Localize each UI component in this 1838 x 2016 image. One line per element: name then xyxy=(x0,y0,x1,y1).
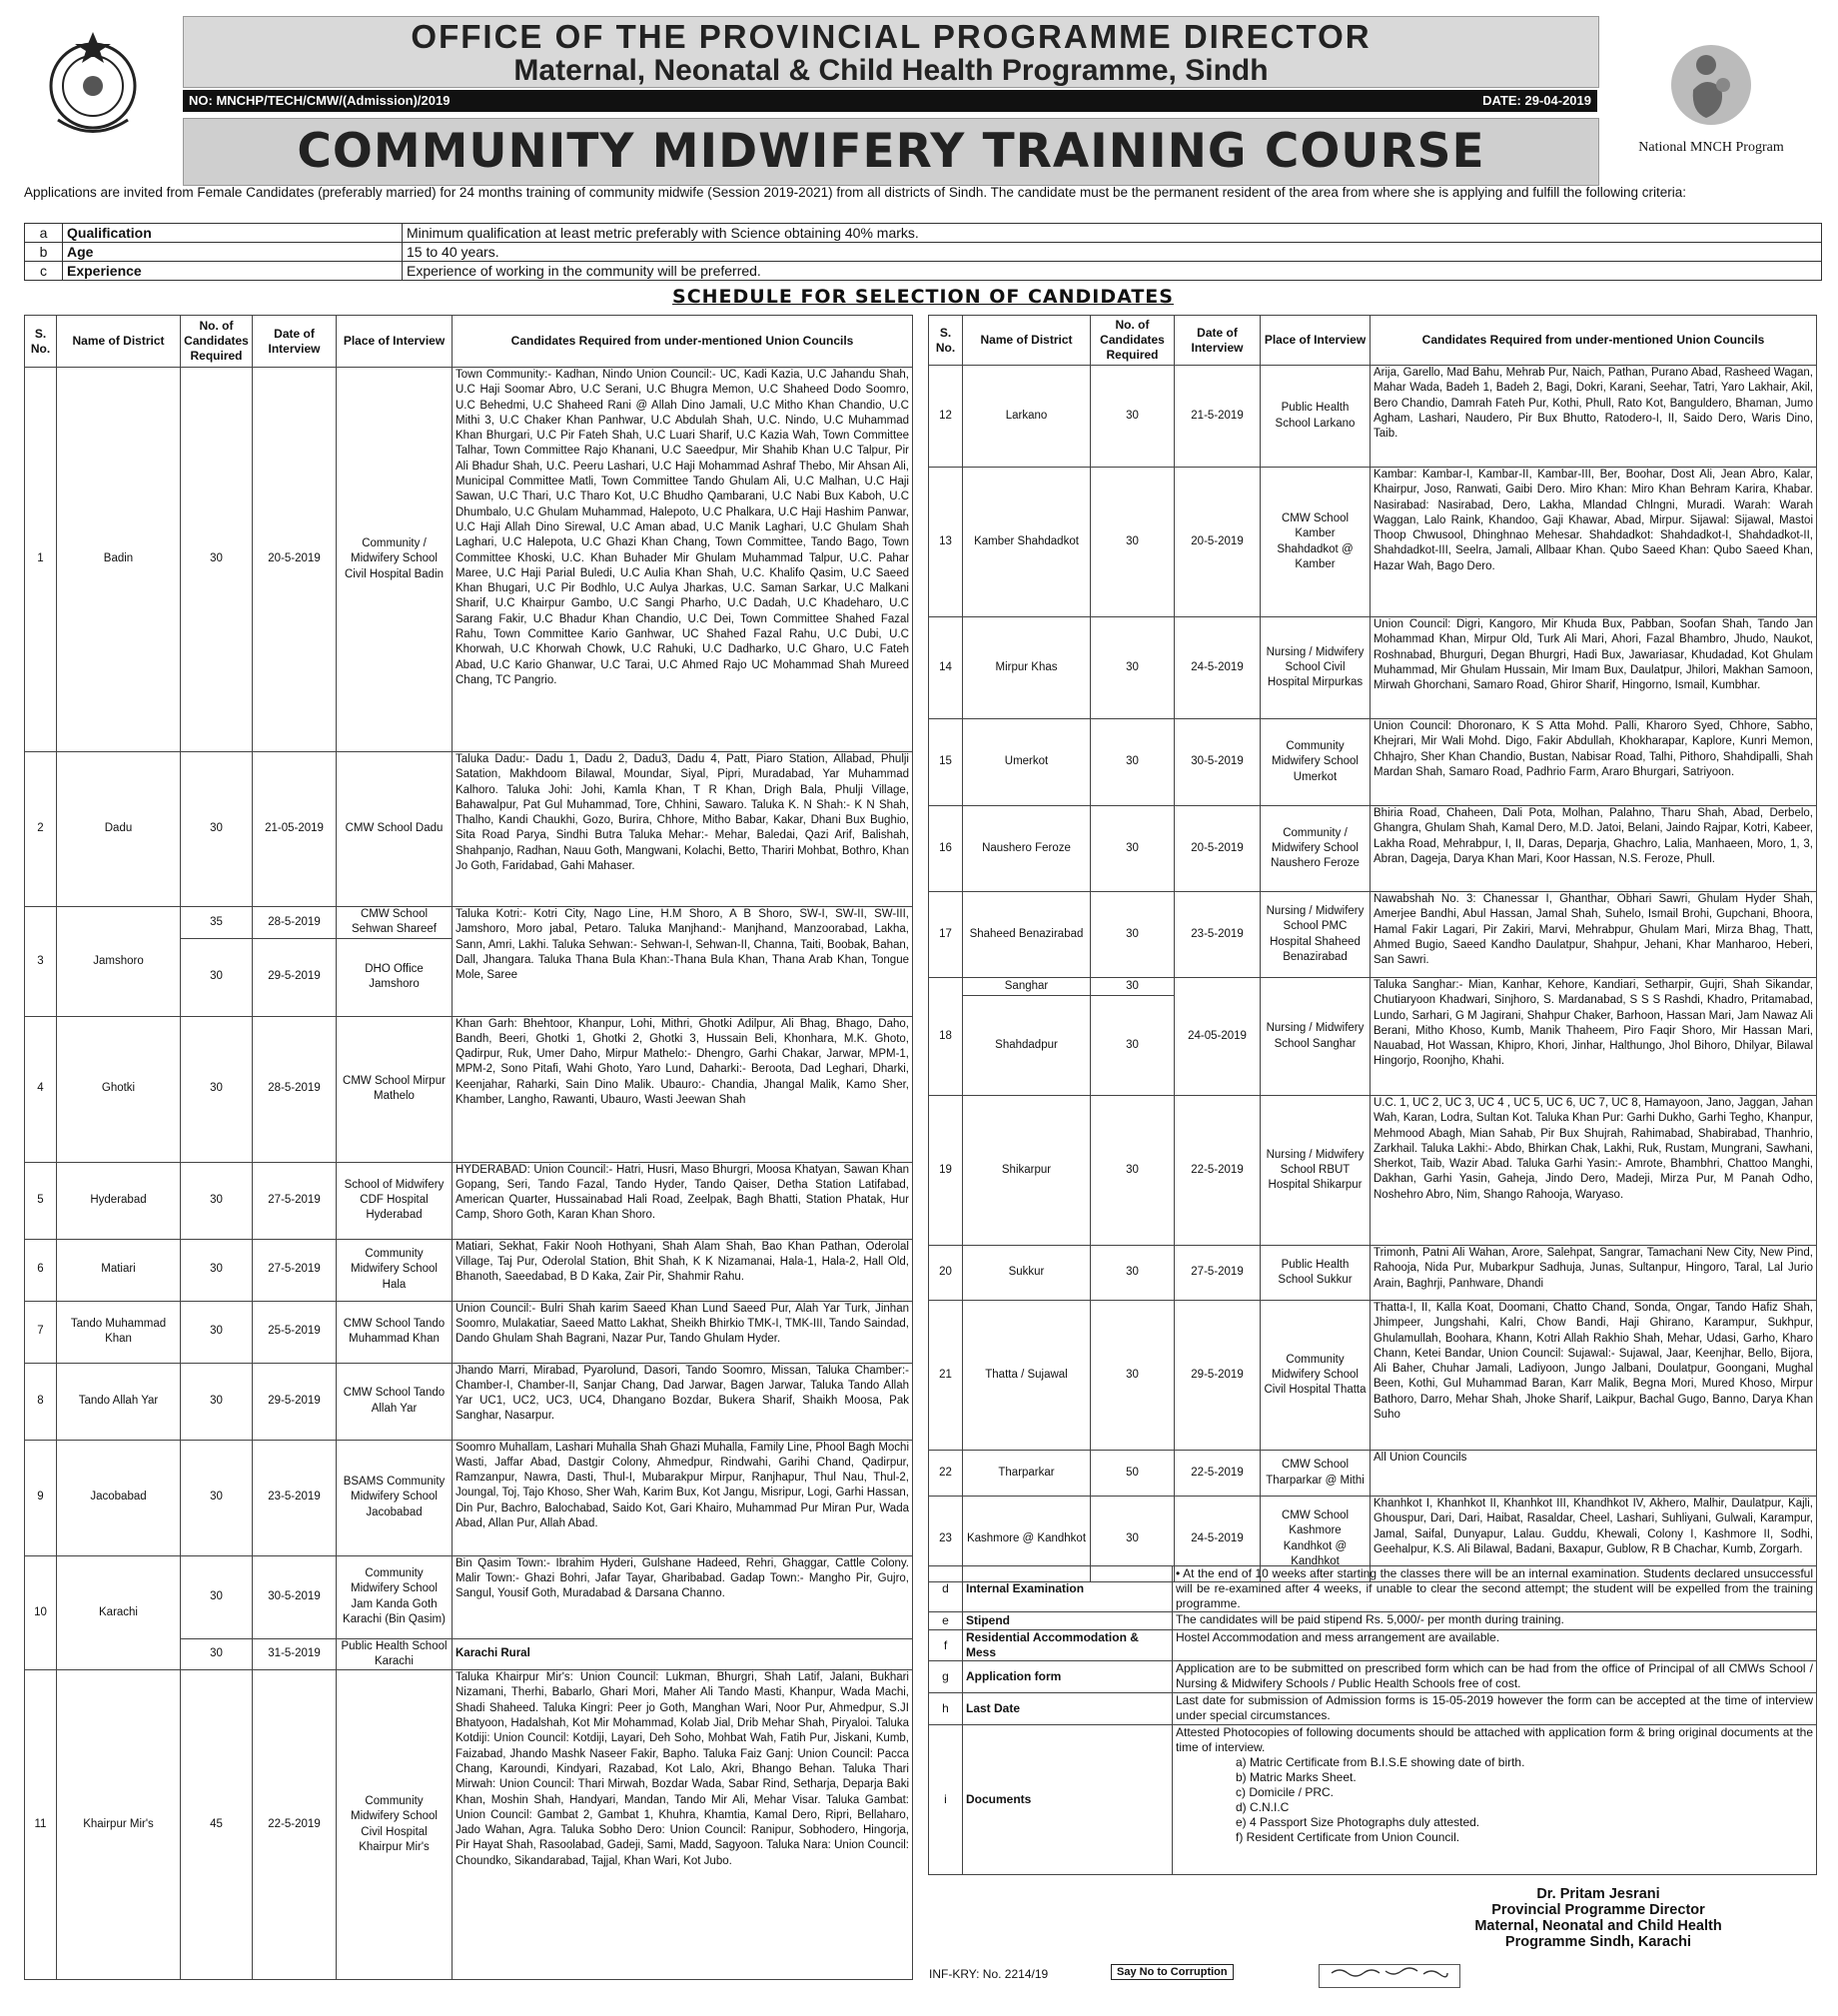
col-sno: S. No. xyxy=(929,316,963,366)
term-key: f xyxy=(929,1630,963,1661)
criteria-value: 15 to 40 years. xyxy=(403,243,1822,262)
table-row xyxy=(25,1440,913,1555)
row-candidates: 50 xyxy=(1091,1451,1175,1497)
programme-title: Maternal, Neonatal & Child Health Programme, Sindh xyxy=(513,54,1269,87)
term-key: h xyxy=(929,1693,963,1725)
row-candidates: 30 xyxy=(1091,978,1175,996)
row-date: 28-5-2019 xyxy=(253,1016,337,1162)
col-uc: Candidates Required from under-mentioned Union Councils xyxy=(1371,316,1817,366)
document-item: c) Domicile / PRC. xyxy=(1236,1785,1335,1799)
row-place: Community / Midwifery School Naushero Feroze xyxy=(1261,806,1371,892)
row-sno: 5 xyxy=(25,1162,57,1239)
row-union-councils: Khanhkot I, Khanhkot II, Khanhkot III, Khandhkot IV, Akhero, Malhir, Daulatpur, Kajli, Ghouspur, Dari, Dari, Haibat, Rasaldar, Cheel, Lashari, Suhliyani, Gulwali, Karampur, Jamal, Saifal, Dunyapur, Lalau. Guddu, Khewali, Colony I, Kashmore II, Sodhi, Geehalpur, K.S. Ali Bilawal, Badani, Baxapur, Gublow, R B Chachar, Kumb, Zorgarh. xyxy=(1371,1497,1817,1582)
table-row xyxy=(25,1555,913,1638)
row-district: Sanghar xyxy=(963,978,1091,996)
criteria-key: c xyxy=(25,262,63,281)
row-sno: 7 xyxy=(25,1301,57,1363)
table-row xyxy=(929,1246,1817,1301)
col-date: Date of Interview xyxy=(1175,316,1261,366)
row-sno: 22 xyxy=(929,1451,963,1497)
urdu-script-icon xyxy=(1330,1965,1449,1979)
row-candidates: 30 xyxy=(1091,1497,1175,1582)
row-candidates: 30 xyxy=(181,1301,253,1363)
row-sno: 1 xyxy=(25,368,57,752)
logo-caption: National MNCH Program xyxy=(1638,140,1784,155)
row-place: Community Midwifery School Civil Hospital Khairpur Mir's xyxy=(337,1670,453,1980)
row-candidates: 30 xyxy=(181,1440,253,1555)
row-candidates: 30 xyxy=(1091,996,1175,1096)
table-row xyxy=(929,1661,1817,1693)
criteria-row xyxy=(25,262,1822,281)
row-district: Shikarpur xyxy=(963,1096,1091,1246)
row-place: DHO Office Jamshoro xyxy=(337,938,453,1016)
row-union-councils: Union Council: Digri, Kangoro, Mir Khuda Bux, Pabban, Soofan Shah, Tando Jan Mohammad Khan, Mirpur Old, Turk Ali Mari, Ahori, Fazal Bhambro, Jhudo, Naukot, Roshnabad, Bhurguri, Degan Bhurgri, Hadi Bux, Jawariasar, Khudadad, Kot Ghulam Muhammad, Mir Ghulam Hussain, Mir Imam Bux, Daulatpur, Jhilori, Makhan Samoon, Mirwah Ghorchani, Samaro Road, Ghiror Sharif, Hingorno, Ismail, Kumbhar. xyxy=(1371,617,1817,719)
criteria-label: Qualification xyxy=(63,224,403,243)
notice-date: DATE: 29-04-2019 xyxy=(1482,93,1591,108)
row-district: Naushero Feroze xyxy=(963,806,1091,892)
row-district: Mirpur Khas xyxy=(963,617,1091,719)
row-sno: 16 xyxy=(929,806,963,892)
col-district: Name of District xyxy=(963,316,1091,366)
row-sno: 15 xyxy=(929,719,963,806)
row-sno: 2 xyxy=(25,752,57,907)
row-union-councils: Union Council: Dhoronaro, K S Atta Mohd. Palli, Kharoro Syed, Chhore, Sabho, Khejrari, Mir Wali Mohd. Digo, Fakir Abdullah, Khokharapar, Kaplore, Kunri Memon, Chhajro, Sher Khan Chandio, Bustan, Nabisar Road, Talhi, Pithoro, Shahdipalli, Shah Mardan Shah, Samaro Road, Padhrio Farm, Araro Bhurgari, Satriyoon. xyxy=(1371,719,1817,806)
document-item: e) 4 Passport Size Photographs duly attested. xyxy=(1236,1815,1480,1829)
row-district: Kashmore @ Kandhkot xyxy=(963,1497,1091,1582)
row-candidates: 30 xyxy=(181,1162,253,1239)
row-district: Karachi xyxy=(57,1555,181,1670)
table-row xyxy=(929,978,1817,996)
office-header xyxy=(183,16,1599,88)
row-sno: 6 xyxy=(25,1239,57,1301)
row-place: CMW School Kashmore Kandhkot @ Kandhkot xyxy=(1261,1497,1371,1582)
row-union-councils: U.C. 1, UC 2, UC 3, UC 4 , UC 5, UC 6, UC 7, UC 8, Hamayoon, Jano, Jaggan, Jahan Wah, Karan, Lodra, Sultan Kot. Taluka Khan Pur: Garhi Dukho, Garhi Tegho, Khanpur, Mehmood Abagh, Mian Sahab, Pir Bux Shujrah, Rahimabad, Shabirabad, Thanhrio, Zarkhail. Taluka Lakhi:- Abdo, Bhirkan Chak, Lakhi, Ruk, Rustam, Mungrani, Sawhani, Sherkot, Taib, Wazir Abad. Taluka Garhi Yasin:- Amrote, Bhambhri, Chattoo Manghi, Dakhan, Garhi Yasin, Gaheja, Jindo Dero, Madeji, Mirza Pur, M Panah Odho, Noshehro Abro, Nim, Shango Rahooja, Waryaso. xyxy=(1371,1096,1817,1246)
row-place: Nursing / Midwifery School PMC Hospital Shaheed Benazirabad xyxy=(1261,892,1371,978)
row-place: Public Health School Karachi xyxy=(337,1638,453,1670)
row-candidates: 30 xyxy=(181,938,253,1016)
term-key: i xyxy=(929,1725,963,1875)
row-sno: 20 xyxy=(929,1246,963,1301)
term-value: • At the end of 10 weeks after starting the classes there will be an internal examination. Students declared unsuccessful will be re-examined after 4 weeks, if unable to clear the second attempt; the student will be expelled from the training programme. xyxy=(1173,1566,1817,1612)
table-header-row xyxy=(929,316,1817,366)
national-mnch-program-logo xyxy=(1606,30,1816,160)
row-union-councils: Trimonh, Patni Ali Wahan, Arore, Salehpat, Sangrar, Tamachani New City, New Pind, Rahooja, Nida Pur, Mubarkpur Sadhuja, Junas, Sultanpur, Hingoro, Taral, Lal Jurio Arain, Baghrji, Panhware, Dhandi xyxy=(1371,1246,1817,1301)
table-row xyxy=(25,368,913,752)
table-row xyxy=(25,1301,913,1363)
table-row xyxy=(25,1239,913,1301)
reference-number: NO: MNCHP/TECH/CMW/(Admission)/2019 xyxy=(189,93,451,108)
table-row xyxy=(25,1016,913,1162)
criteria-row xyxy=(25,243,1822,262)
row-district: Ghotki xyxy=(57,1016,181,1162)
row-candidates: 30 xyxy=(1091,1301,1175,1451)
row-district: Thatta / Sujawal xyxy=(963,1301,1091,1451)
col-num: No. of Candidates Required xyxy=(181,316,253,368)
documents-intro: Attested Photocopies of following documents should be attached with application form & bring original documents at the time of interview. xyxy=(1176,1725,1813,1754)
row-candidates: 30 xyxy=(1091,366,1175,468)
signatory-title: Provincial Programme Director xyxy=(1491,1902,1705,1918)
row-union-councils: Taluka Sanghar:- Mian, Kanhar, Kehore, Kandiari, Setharpir, Gujri, Shah Sikandar, Chutiaryoon Khadwari, Sinjhoro, S. Mardanabad, S S S Rashdi, Khadro, Pritamabad, Lundo, Sarhari, G M Jagirani, Shahpur Chaker, Barhoon, Hassan Mari, Jam Nawaz Ali Berani, Mitho Khoso, Kumb, Manik Thaheem, Piro Faqir Shoro, Mir Hassan Mari, Nauabad, Hot Wassan, Khipro, Khori, Jinhar, Halthungo, Jhol Bihoro, Dhilyar, Bilawal Hingorjo, Roonjho, Khahi. xyxy=(1371,978,1817,1096)
row-candidates: 30 xyxy=(181,1363,253,1440)
schedule-title: SCHEDULE FOR SELECTION OF CANDIDATES xyxy=(672,286,1174,308)
row-union-councils: Taluka Khairpur Mir's: Union Council: Lukman, Bhurgri, Shah Latif, Jalani, Bukhari Nizamani, Therhi, Babarlo, Ghari Mori, Maher Ali Tando Masti, Khanpur, Wada Machi, Shadi Shaheed. Taluka Kingri: Peer jo Goth, Manghan Wari, Noor Pur, Ahmedpur, S.JI Bhatyoon, Hadalshah, Kot Mir Mohammad, Kolab Jial, Drib Mehar Shah, Piryaloi. Taluka Kotdiji: Union Council: Kotdiji, Layari, Deh Soho, Mohbat Wah, Fatih Pur, Jiskani, Kumb, Faizabad, Jhando Mashk Naseer Fakir, Bapho. Taluka Faiz Ganj: Union Council: Pacca Chang, Karoundi, Kindyari, Razabad, Kot Lalo, Akri, Bhango Behan. Taluka Thari Mirwah: Union Council: Thari Mirwah, Bozdar Wada, Sabar Rind, Setharja, Deparja Baki Khan, Moshin Shah, Handyari, Mandan, Tando Mir Ali, Mehar Visar. Taluka Gambat: Union Council: Gambat 2, Gambat 1, Khuhra, Khamtia, Kamal Dero, Ripri, Bellaharo, Jado Wahan, Agra. Taluka Sobho Dero: Union Council: Ranipur, Sobhodero, Hingorja, Pir Hayat Shah, Rasoolabad, Gadeji, Sami, Madd, Sagyoon. Taluka Nara: Union Council: Choundko, Sikandarabad, Tajjal, Khan Wari, Kot Jubo. xyxy=(453,1670,913,1980)
term-label: Internal Examination xyxy=(963,1566,1173,1612)
row-place: School of Midwifery CDF Hospital Hyderabad xyxy=(337,1162,453,1239)
table-row xyxy=(929,1630,1817,1661)
row-sno: 18 xyxy=(929,978,963,1096)
term-label: Last Date xyxy=(963,1693,1173,1725)
row-place: CMW School Mirpur Mathelo xyxy=(337,1016,453,1162)
table-row xyxy=(929,1301,1817,1451)
row-sno: 13 xyxy=(929,468,963,617)
row-union-councils: Town Community:- Kadhan, Nindo Union Council:- UC, Kadi Kazia, U.C Jahandu Shah, U.C Haji Soomar Abro, U.C Serani, U.C Bhugra Memon, U.C Shaheed Dodo Soomro, U.C Behedmi, U.C Shaheed Rani @ Allah Dino Jamali, U.C Mitho Khan Chandio, U.C Mithi 3, U.C Chaker Khan Panhwar, U.C Abdulah Shah, U.C. Nindo, U.C Muhammad Khan Bhurgari, U.C Pir Fateh Shah, U.C Luari Sharif, U.C Kazia Wah, Town Committee Talhar, Town Committee Rajo Khanani, U.C Saeedpur, Mir Shahib Khan U.C Talpur, Pir Ali Bhadur Shah, U.C. Peeru Lashari, U.C Haji Mohammad Ashraf Thebo, Mir Ahsan Ali, Municipal Committee Matli, Town Committee Tando Ghulam Ali, U.C Malhan, U.C Haji Sawan, U.C Thari, U.C Tharo Kot, U.C Bhudho Qambarani, U.C Nabi Bux Kaboh, U.C Dhumbalo, U.C Ghulam Muhammad, Halepoto, U.C Phalkara, U.C Haji Hashim Panwar, U.C Haji Allah Dino Sirewal, U.C Aman abad, U.C Manik Laghari, U.C Ghulam Shah Laghari, U.C Halepota, U.C Ghazi Khan Chang, Town Committee, Tando Bago, Town Committee Khoski, U.C. Khan Buhader Mir Ghulam Muhammad Talpur, U.C. Pahar Maree, U.C Haji Parial Buledi, U.C Aulia Khan Shah, U.C. Khalifo Qasim, U.C Saeed Khan Bhugari, U.C Pir Bodhlo, U.C Aulya Jharkas, U.C. Saman Sarkar, U.C Malkani Sharif, U.C Khairpur Gambo, U.C Sangi Pharho, U.C Dadah, U.C Khadeharo, U.C Sarang Fakir, U.C Bhadur Khan Chandio, U.C Dei, Town Committee Shahed Fazal Rahu, Town Committee Kario Ganhwar, UC Shahed Fazal Rahu, U.C Dubi, U.C Khorwah, U.C Khorwah Chowk, U.C Rahuki, U.C Dadharko, U.C Gharo, U.C Fateh Abad, U.C Kario Ghanwar, U.C Tarai, U.C Ahmed Rajo UC Mohammad Shah Mureed Chang, TC Pangrio. xyxy=(453,368,913,752)
row-union-councils: Union Council:- Bulri Shah karim Saeed Khan Lund Saeed Pur, Alah Yar Turk, Jinhan Soomro, Mulakatiar, Saeed Matto Lakhat, Sheikh Bhirkio TMK-I, TMK-III, Tando Saindad, Dando Ghulam Shah Bagrani, Nazar Pur, Tando Ghulam Hyder. xyxy=(453,1301,913,1363)
criteria-table xyxy=(24,223,1822,281)
row-date: 29-5-2019 xyxy=(1175,1301,1261,1451)
row-candidates: 30 xyxy=(181,368,253,752)
row-sno: 4 xyxy=(25,1016,57,1162)
row-district: Tando Muhammad Khan xyxy=(57,1301,181,1363)
row-district: Umerkot xyxy=(963,719,1091,806)
term-value: Hostel Accommodation and mess arrangement are available. xyxy=(1173,1630,1817,1661)
row-place: Nursing / Midwifery School Sanghar xyxy=(1261,978,1371,1096)
mother-child-icon xyxy=(1651,30,1771,135)
row-union-councils: HYDERABAD: Union Council:- Hatri, Husri, Maso Bhurgri, Moosa Khatyan, Sawan Khan Gopang, Seri, Tando Fazal, Tando Hyder, Tando Qaiser, Detha Station Latifabad, American Quarter, Hussainabad Hali Road, Zeelpak, Bagh Bhatti, Station Phatak, Hur Camp, Shoro Goth, Karan Khan Shoro. xyxy=(453,1162,913,1239)
row-union-councils: Taluka Kotri:- Kotri City, Nago Line, H.M Shoro, A B Shoro, SW-I, SW-II, SW-III, Jamshoro, Moro jabal, Petaro. Taluka Manjhand:- Manjhand, Manzoorabad, Lakha, Sann, Amri, Lakhi. Taluka Sehwan:- Sehwan-I, Sehwan-II, Channa, Taiti, Boobak, Bahan, Dall, Jhangara. Taluka Thana Bula Khan:-Thana Bula Khan, Thana Arab Khan, Tongue Mole, Saree xyxy=(453,907,913,1017)
row-date: 21-05-2019 xyxy=(253,752,337,907)
row-candidates: 30 xyxy=(181,1016,253,1162)
row-date: 28-5-2019 xyxy=(253,907,337,939)
row-sno: 23 xyxy=(929,1497,963,1582)
col-sno: S. No. xyxy=(25,316,57,368)
table-row xyxy=(929,366,1817,468)
schedule-table-left xyxy=(24,315,913,1980)
document-item: b) Matric Marks Sheet. xyxy=(1236,1770,1357,1784)
row-candidates: 30 xyxy=(1091,719,1175,806)
term-label: Residential Accommodation & Mess xyxy=(963,1630,1173,1661)
table-row xyxy=(929,806,1817,892)
row-district: Shaheed Benazirabad xyxy=(963,892,1091,978)
row-sno: 19 xyxy=(929,1096,963,1246)
row-sno: 3 xyxy=(25,907,57,1017)
row-district: Larkano xyxy=(963,366,1091,468)
row-candidates: 45 xyxy=(181,1670,253,1980)
reference-bar xyxy=(183,90,1597,112)
table-row xyxy=(25,1162,913,1239)
intro-paragraph: Applications are invited from Female Candidates (preferably married) for 24 months training of community midwife (Session 2019-2021) from all districts of Sindh. The candidate must be the permanent resident of the area from where she is applying and fulfill the following criteria: xyxy=(24,185,1687,200)
row-date: 30-5-2019 xyxy=(253,1555,337,1638)
row-date: 29-5-2019 xyxy=(253,1363,337,1440)
row-sno: 9 xyxy=(25,1440,57,1555)
row-sno: 21 xyxy=(929,1301,963,1451)
table-row xyxy=(929,1693,1817,1725)
table-row xyxy=(929,1451,1817,1497)
table-header-row xyxy=(25,316,913,368)
documents-list xyxy=(1173,1725,1817,1875)
document-item: f) Resident Certificate from Union Council. xyxy=(1236,1830,1460,1844)
table-row xyxy=(929,617,1817,719)
row-place: Nursing / Midwifery School Civil Hospital Mirpurkas xyxy=(1261,617,1371,719)
row-date: 27-5-2019 xyxy=(1175,1246,1261,1301)
office-title: OFFICE OF THE PROVINCIAL PROGRAMME DIRECTOR xyxy=(411,18,1372,55)
row-union-councils: Kambar: Kambar-I, Kambar-II, Kambar-III, Ber, Boohar, Dost Ali, Jean Abro, Kalar, Khairpur, Joso, Ranwati, Gaibi Dero. Miro Khan: Miro Khan Behram Karira, Khabar. Nasirabad: Nasirabad, Dero, Lakha, Mlandad Chlngni, Muradi. Warah: Warah Waggan, Lalo Raink, Khandoo, Gaji Khawar, Abad, Mirpur. Sijawal: Sijawal, Mastoi Thoop Chwusool, Dhinghnao Mehesar. Shahdadkot: Shahdadkot-I, Shahdadkot-II, Shahdadkot-III, Seelra, Jamali, Allbaar Khan. Qubo Saeed Khan: Qubo Saeed Khan, Hazar Wah, Bago Dero. xyxy=(1371,468,1817,617)
row-district: Jamshoro xyxy=(57,907,181,1017)
row-candidates: 30 xyxy=(1091,617,1175,719)
criteria-label: Experience xyxy=(63,262,403,281)
col-district: Name of District xyxy=(57,316,181,368)
row-date: 20-5-2019 xyxy=(253,368,337,752)
row-district: Tando Allah Yar xyxy=(57,1363,181,1440)
row-sno: 11 xyxy=(25,1670,57,1980)
row-place: Community Midwifery School Civil Hospital Thatta xyxy=(1261,1301,1371,1451)
row-date: 24-5-2019 xyxy=(1175,1497,1261,1582)
row-place: CMW School Tando Muhammad Khan xyxy=(337,1301,453,1363)
table-row xyxy=(929,719,1817,806)
row-sno: 10 xyxy=(25,1555,57,1670)
row-district: Jacobabad xyxy=(57,1440,181,1555)
row-union-councils: Arija, Garello, Mad Bahu, Mehrab Pur, Naich, Pathan, Purano Abad, Rasheed Wagan, Mahar Wada, Badeh 1, Badeh 2, Bagi, Dokri, Karani, Seehar, Tatri, Yaro Lakhair, Akil, Bero Chandio, Damrah Fateh Pur, Kothi, Phull, Rato Kot, Banguldero, Bhaman, Jumo Agham, Lashari, Naudero, Pir Bux Bhutto, Ratodero-I, II, Saido Dero, Waris Dino, Taib. xyxy=(1371,366,1817,468)
row-date: 20-5-2019 xyxy=(1175,806,1261,892)
row-date: 23-5-2019 xyxy=(1175,892,1261,978)
row-candidates: 30 xyxy=(1091,806,1175,892)
col-num: No. of Candidates Required xyxy=(1091,316,1175,366)
row-place: Community / Midwifery School Civil Hospital Badin xyxy=(337,368,453,752)
term-label: Stipend xyxy=(963,1612,1173,1630)
row-date: 25-5-2019 xyxy=(253,1301,337,1363)
row-date: 24-5-2019 xyxy=(1175,617,1261,719)
row-union-councils: Khan Garh: Bhehtoor, Khanpur, Lohi, Mithri, Ghotki Adilpur, Ali Bhag, Bhago, Daho, Bandh, Beeri, Ghotki 1, Ghotki 2, Ghotki 3, Hussain Beli, Khonhara, M.K. Ghoto, Qadirpur, Ruk, Umer Daho, Mirpur Mathelo:- Dhengro, Garhi Chakar, Jarwar, MPM-1, MPM-2, Sono Pitafi, Wahi Ghoto, Yaro Lund, Daharki:- Beroota, Dad Leghari, Dharki, Keenjahar, Raharki, Sain Dino Malik. Ubauro:- Chandia, Jhangal Malik, Kamo Sher, Khamber, Langho, Rawanti, Ubauro, Wasti Jeewan Shah xyxy=(453,1016,913,1162)
table-row xyxy=(929,1612,1817,1630)
row-candidates: 30 xyxy=(1091,1246,1175,1301)
row-sno: 8 xyxy=(25,1363,57,1440)
col-place: Place of Interview xyxy=(1261,316,1371,366)
row-date: 20-5-2019 xyxy=(1175,468,1261,617)
row-sno: 14 xyxy=(929,617,963,719)
row-date: 23-5-2019 xyxy=(253,1440,337,1555)
term-key: d xyxy=(929,1566,963,1612)
row-date: 24-05-2019 xyxy=(1175,978,1261,1096)
row-district: Dadu xyxy=(57,752,181,907)
row-date: 22-5-2019 xyxy=(1175,1096,1261,1246)
criteria-value: Experience of working in the community will be preferred. xyxy=(403,262,1822,281)
document-item: d) C.N.I.C xyxy=(1236,1800,1290,1814)
criteria-value: Minimum qualification at least metric preferably with Science obtaining 40% marks. xyxy=(403,224,1822,243)
table-row xyxy=(25,1670,913,1980)
inf-number: INF-KRY: No. 2214/19 xyxy=(929,1967,1049,1981)
table-row xyxy=(929,1725,1817,1875)
row-place: Community Midwifery School Hala xyxy=(337,1239,453,1301)
row-place: CMW School Kamber Shahdadkot @ Kamber xyxy=(1261,468,1371,617)
table-row xyxy=(929,468,1817,617)
row-candidates: 30 xyxy=(181,1638,253,1670)
row-place: Public Health School Sukkur xyxy=(1261,1246,1371,1301)
government-of-sindh-logo-icon xyxy=(38,28,148,138)
term-value: Application are to be submitted on prescribed form which can be had from the office of Principal of all CMWs School / Nursing & Midwifery Schools / Public Health Schools free of cost. xyxy=(1173,1661,1817,1693)
table-row xyxy=(25,752,913,907)
row-union-councils: Taluka Dadu:- Dadu 1, Dadu 2, Dadu3, Dadu 4, Patt, Piaro Station, Allabad, Phulji Satation, Makhdoom Bilawal, Moundar, Siyal, Pipri, Muradabad, Yar Muhammad Kalhoro. Taluka Johi: Johi, Kamla Khan, T R Khan, Drigh Bala, Phulji Village, Bahawalpur, Pat Gul Muhammad, Tore, Chhini, Sawaro. Taluka K. N Shah:- K N Shah, Thalho, Kandi Chaukhi, Gozo, Burira, Chhore, Mitho Babar, Kakar, Dhani Bux Bughio, Sita Road Parya, Sindhi Butra Taluka Mehar:- Mehar, Baledai, Qazi Arif, Balishah, Shahpanjo, Radhan, Nauu Goth, Mangwani, Kolachi, Betto, Thariri Mohbat, Bothro, Khan Jo Goth, Faridabad, Gahi Mahaser. xyxy=(453,752,913,907)
row-candidates: 30 xyxy=(181,1555,253,1638)
criteria-key: a xyxy=(25,224,63,243)
row-date: 30-5-2019 xyxy=(1175,719,1261,806)
row-date: 22-5-2019 xyxy=(1175,1451,1261,1497)
course-title: COMMUNITY MIDWIFERY TRAINING COURSE xyxy=(183,118,1599,186)
row-district: Matiari xyxy=(57,1239,181,1301)
row-place: Public Health School Larkano xyxy=(1261,366,1371,468)
urdu-slogan-stamp xyxy=(1319,1964,1460,1988)
row-sno: 17 xyxy=(929,892,963,978)
row-union-councils: All Union Councils xyxy=(1371,1451,1817,1497)
row-place: Community Midwifery School Umerkot xyxy=(1261,719,1371,806)
row-union-councils: Bhiria Road, Chaheen, Dali Pota, Molhan, Palahno, Tharu Shah, Abad, Derbelo, Ghangra, Ghulam Shah, Kamal Dero, M.D. Jatoi, Belani, Jaindo Rajpar, Kotri, Kabeer, Lakha Road, Mehrabpur, I, II, Daras, Deparja, Ghachro, Lalia, Manhaeen, Moro, 1, 3, Abran, Dageja, Darya Khan Mari, Koor Hassan, N.S. Feroze, Phull. xyxy=(1371,806,1817,892)
row-place: BSAMS Community Midwifery School Jacobabad xyxy=(337,1440,453,1555)
schedule-table-right xyxy=(928,315,1817,1582)
row-district: Khairpur Mir's xyxy=(57,1670,181,1980)
term-key: e xyxy=(929,1612,963,1630)
signatory-location: Programme Sindh, Karachi xyxy=(1504,1934,1692,1950)
row-place: Community Midwifery School Jam Kanda Goth Karachi (Bin Qasim) xyxy=(337,1555,453,1638)
table-row xyxy=(25,907,913,939)
row-place: CMW School Tando Allah Yar xyxy=(337,1363,453,1440)
row-place: CMW School Sehwan Shareef xyxy=(337,907,453,939)
row-candidates: 30 xyxy=(181,752,253,907)
row-date: 31-5-2019 xyxy=(253,1638,337,1670)
row-candidates: 30 xyxy=(1091,1096,1175,1246)
row-union-councils: Thatta-I, II, Kalla Koat, Doomani, Chatto Chand, Sonda, Ongar, Tando Hafiz Shah, Jhimpeer, Jungshahi, Kalri, Chow Bandi, Haji Ghirano, Karampur, Sukhpur, Ghulamullah, Boohara, Khann, Kotri Allah Rakhio Shah, Mehar, Udasi, Garho, Kharo Chann, Ketei Bandar, Union Council: Sujawal:- Sujawal, Jaar, Keenjhar, Bello, Bijora, Ali Baher, Chuhar Jamali, Ladiyoon, Jungo Jalbani, Doulatpur, Goongani, Mughal Been, Kothi, Gul Muhammad Baran, Karr Malik, Begna Mori, Mured Khoso, Mirpur Bathoro, Darro, Mehar Shah, Jhoke Sharif, Laikpur, Bachal Gugo, Banno, Darya Khan Suho xyxy=(1371,1301,1817,1451)
table-row xyxy=(929,892,1817,978)
row-candidates: 35 xyxy=(181,907,253,939)
row-date: 22-5-2019 xyxy=(253,1670,337,1980)
criteria-row xyxy=(25,224,1822,243)
row-union-councils: Karachi Rural xyxy=(453,1638,913,1670)
row-union-councils: Jhando Marri, Mirabad, Pyarolund, Dasori, Tando Soomro, Missan, Taluka Chamber:- Chamber-I, Chamber-II, Sanjar Chang, Dad Jarwar, Bagen Jarwar, Taluka Tando Allah Yar UC1, UC2, UC3, UC4, Dhangano Bozdar, Bukera Sharif, Shaikh Moosa, Pak Sanghar, Nasarpur. xyxy=(453,1363,913,1440)
row-date: 29-5-2019 xyxy=(253,938,337,1016)
row-candidates: 30 xyxy=(181,1239,253,1301)
col-date: Date of Interview xyxy=(253,316,337,368)
row-place: CMW School Tharparkar @ Mithi xyxy=(1261,1451,1371,1497)
row-place: Nursing / Midwifery School RBUT Hospital Shikarpur xyxy=(1261,1096,1371,1246)
row-candidates: 30 xyxy=(1091,468,1175,617)
term-value: The candidates will be paid stipend Rs. 5,000/- per month during training. xyxy=(1173,1612,1817,1630)
row-union-councils: Matiari, Sekhat, Fakir Nooh Hothyani, Shah Alam Shah, Bao Khan Pathan, Oderolal Village, Taj Pur, Oderolal Station, Bhit Shah, K K Nizamanai, Hala-1, Hala-2, Hall Old, Bhanoth, Saeedabad, B D Kaka, Zair Pir, Shahmir Rahu. xyxy=(453,1239,913,1301)
term-value: Last date for submission of Admission forms is 15-05-2019 however the form can be accepted at the time of interview under special circumstances. xyxy=(1173,1693,1817,1725)
signatory-name: Dr. Pritam Jesrani xyxy=(1536,1886,1660,1902)
criteria-label: Age xyxy=(63,243,403,262)
row-union-councils: Soomro Muhallam, Lashari Muhalla Shah Ghazi Muhalla, Family Line, Phool Bagh Mochi Wasti, Jaffar Abad, Dastgir Colony, Ahmedpur, Rindwahi, Garihi Chand, Qadirpur, Ramzanpur, Nawra, Dasti, Thul-I, Mubarakpur Mirpur, Ranjhapur, Thul Nau, Thul-2, Joungal, Toj, Tajo Khoso, Sher Wah, Karim Bux, Kot Jangu, Misripur, Logi, Garhi Hassan, Din Pur, Bachro, Balochabad, Saido Kot, Gari Khairo, Muhammad Pur Miran Pur, Wada Abad, Allan Pur, Allah Abad. xyxy=(453,1440,913,1555)
term-key: g xyxy=(929,1661,963,1693)
col-uc: Candidates Required from under-mentioned Union Councils xyxy=(453,316,913,368)
col-place: Place of Interview xyxy=(337,316,453,368)
row-sno: 12 xyxy=(929,366,963,468)
term-label: Documents xyxy=(963,1725,1173,1875)
row-date: 21-5-2019 xyxy=(1175,366,1261,468)
row-district: Kamber Shahdadkot xyxy=(963,468,1091,617)
table-row xyxy=(25,1363,913,1440)
row-district: Shahdadpur xyxy=(963,996,1091,1096)
row-union-councils: Bin Qasim Town:- Ibrahim Hyderi, Gulshane Hadeed, Rehri, Ghaggar, Cattle Colony. Malir Town:- Ghazi Bohri, Jafar Tayar, Gharibabad. Gadap Town:- Mangho Pir, Gujro, Sangul, Yousif Goth, Muradabad & Darsana Channo. xyxy=(453,1555,913,1638)
row-union-councils: Nawabshah No. 3: Chanessar I, Ghanthar, Obhari Sawri, Ghulam Hyder Shah, Amerjee Bandhi, Abul Hassan, Jamal Shah, Suhelo, Ismail Brohi, Gupchani, Bhoora, Hamal Fakir Lagari, Pir Zakiri, Marvi, Mehrabpur, Ghulam Mari, Mirza Bhag, Thatt, Ahmed Bugio, Saeed Kandho Daulatpur, Shahpur, Jehani, Khar Manharoo, Heberi, San Sawri. xyxy=(1371,892,1817,978)
say-no-to-corruption-badge: Say No to Corruption xyxy=(1111,1964,1234,1980)
signature-block xyxy=(1448,1886,1748,1950)
row-date: 27-5-2019 xyxy=(253,1239,337,1301)
signatory-dept: Maternal, Neonatal and Child Health xyxy=(1474,1918,1722,1934)
criteria-key: b xyxy=(25,243,63,262)
row-district: Badin xyxy=(57,368,181,752)
row-district: Tharparkar xyxy=(963,1451,1091,1497)
document-item: a) Matric Certificate from B.I.S.E showing date of birth. xyxy=(1236,1755,1525,1769)
terms-table xyxy=(928,1565,1817,1875)
row-date: 27-5-2019 xyxy=(253,1162,337,1239)
row-district: Hyderabad xyxy=(57,1162,181,1239)
row-place: CMW School Dadu xyxy=(337,752,453,907)
table-row xyxy=(929,1096,1817,1246)
row-candidates: 30 xyxy=(1091,892,1175,978)
table-row xyxy=(929,1566,1817,1612)
term-label: Application form xyxy=(963,1661,1173,1693)
row-district: Sukkur xyxy=(963,1246,1091,1301)
